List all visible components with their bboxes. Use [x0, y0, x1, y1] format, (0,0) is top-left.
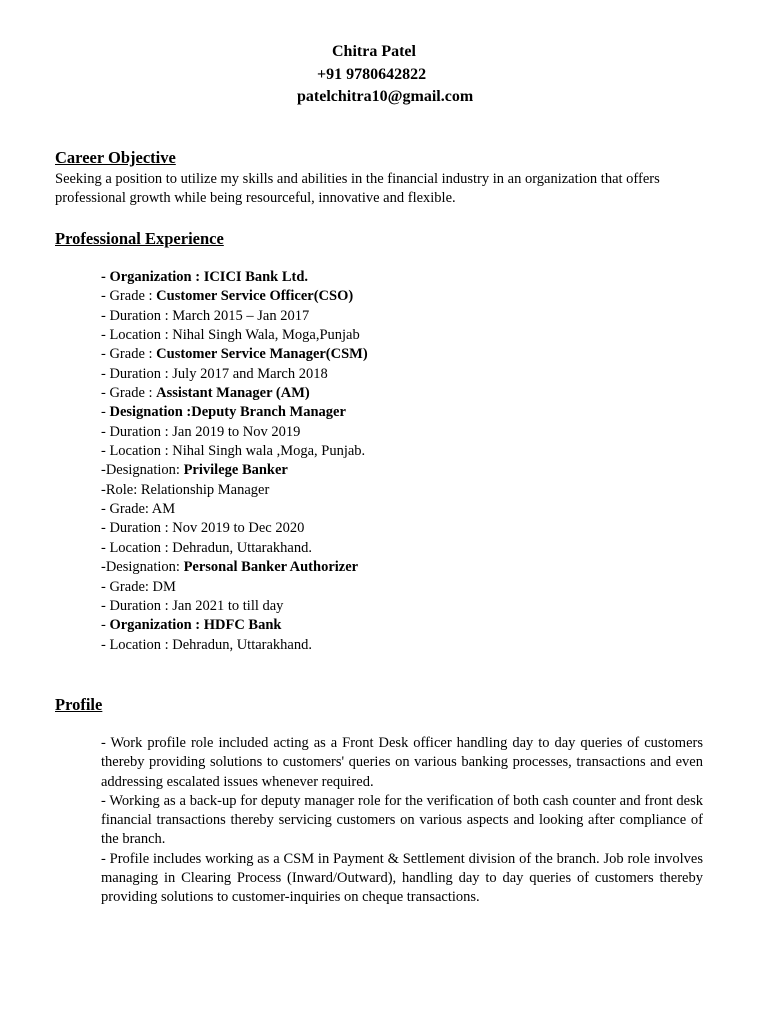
experience-row-label: - Grade: AM	[101, 501, 176, 518]
candidate-email: patelchitra10@gmail.com	[297, 88, 474, 105]
experience-row	[101, 597, 701, 616]
profile-item: - Profile includes working as a CSM in Payment & Settlement division of the branch. Job role involves managing in Clearing Process (Inward/Outward), handling day to day queries of customers thereby providing solutions to customer-inquiries on cheque transactions.	[101, 850, 703, 906]
experience-row	[101, 326, 701, 345]
experience-row-label: - Location : Nihal Singh Wala, Moga,Punjab	[101, 327, 360, 344]
experience-row-label: - Organization : ICICI Bank Ltd.	[101, 269, 309, 285]
experience-row-label: - Location : Dehradun, Uttarakhand.	[101, 636, 312, 653]
candidate-phone: +91 9780642822	[317, 65, 427, 83]
career-objective-text: Seeking a position to utilize my skills and abilities in the financial industry in an organization that offers professional growth while being resourceful, innovative and flexible.	[55, 171, 660, 207]
experience-row-label: - Location : Dehradun, Uttarakhand.	[101, 539, 312, 556]
experience-row-label: -	[101, 617, 110, 634]
experience-row-label: - Grade :	[101, 288, 157, 305]
profile-list	[101, 734, 703, 908]
experience-row-label: - Location : Nihal Singh wala ,Moga, Punjab.	[101, 443, 366, 460]
experience-row-label: - Duration : March 2015 – Jan 2017	[101, 307, 310, 324]
profile-heading: Profile	[55, 695, 103, 714]
experience-list	[101, 268, 701, 655]
experience-row	[101, 345, 701, 364]
experience-row	[101, 616, 701, 635]
experience-row-value: Assistant Manager (AM)	[156, 385, 310, 402]
experience-row	[101, 558, 701, 577]
experience-row	[101, 403, 701, 422]
experience-row-value: Organization : HDFC Bank	[109, 617, 282, 634]
experience-row	[101, 307, 701, 326]
experience-row	[101, 636, 701, 655]
experience-row	[101, 365, 701, 384]
experience-row-label: - Duration : Nov 2019 to Dec 2020	[101, 520, 305, 537]
experience-row	[101, 519, 701, 538]
contact-header	[0, 41, 768, 109]
experience-row	[101, 500, 701, 519]
experience-row	[101, 539, 701, 558]
experience-row-value: Customer Service Officer(CSO)	[156, 288, 354, 305]
experience-row	[101, 268, 701, 287]
experience-row	[101, 461, 701, 480]
experience-row-label: -Role: Relationship Manager	[101, 481, 270, 498]
experience-row-label: -	[101, 404, 110, 421]
experience-row	[101, 481, 701, 500]
experience-row-label: -Designation:	[101, 462, 184, 479]
experience-row-value: Designation :Deputy Branch Manager	[109, 404, 346, 421]
candidate-name: Chitra Patel	[332, 43, 416, 60]
experience-row	[101, 384, 701, 403]
experience-row-label: - Grade :	[101, 385, 157, 402]
professional-experience-heading: Professional Experience	[55, 229, 224, 248]
profile-item: - Working as a back-up for deputy manager role for the verification of both cash counter and front desk financial transactions thereby servicing customers on various aspects and looking after compliance of the branch.	[101, 792, 703, 848]
experience-row-label: -Designation:	[101, 559, 184, 576]
experience-row-label: - Duration : Jan 2019 to Nov 2019	[101, 423, 301, 440]
experience-row-label: - Duration : Jan 2021 to till day	[101, 597, 284, 614]
experience-row	[101, 442, 701, 461]
experience-row-value: Customer Service Manager(CSM)	[156, 346, 368, 363]
experience-row	[101, 423, 701, 442]
experience-row-label: - Grade: DM	[101, 578, 176, 595]
experience-row-value: Privilege Banker	[183, 462, 288, 479]
experience-row	[101, 287, 701, 306]
experience-row-label: - Grade :	[101, 346, 157, 363]
experience-row	[101, 578, 701, 597]
career-objective-heading: Career Objective	[55, 148, 176, 167]
experience-row-label: - Duration : July 2017 and March 2018	[101, 365, 328, 382]
experience-row-value: Personal Banker Authorizer	[183, 559, 359, 576]
profile-item: - Work profile role included acting as a Front Desk officer handling day to day queries of customers thereby providing solutions to customers' queries on various banking processes, transactions and even addressing escalated issues whenever required.	[101, 735, 703, 790]
